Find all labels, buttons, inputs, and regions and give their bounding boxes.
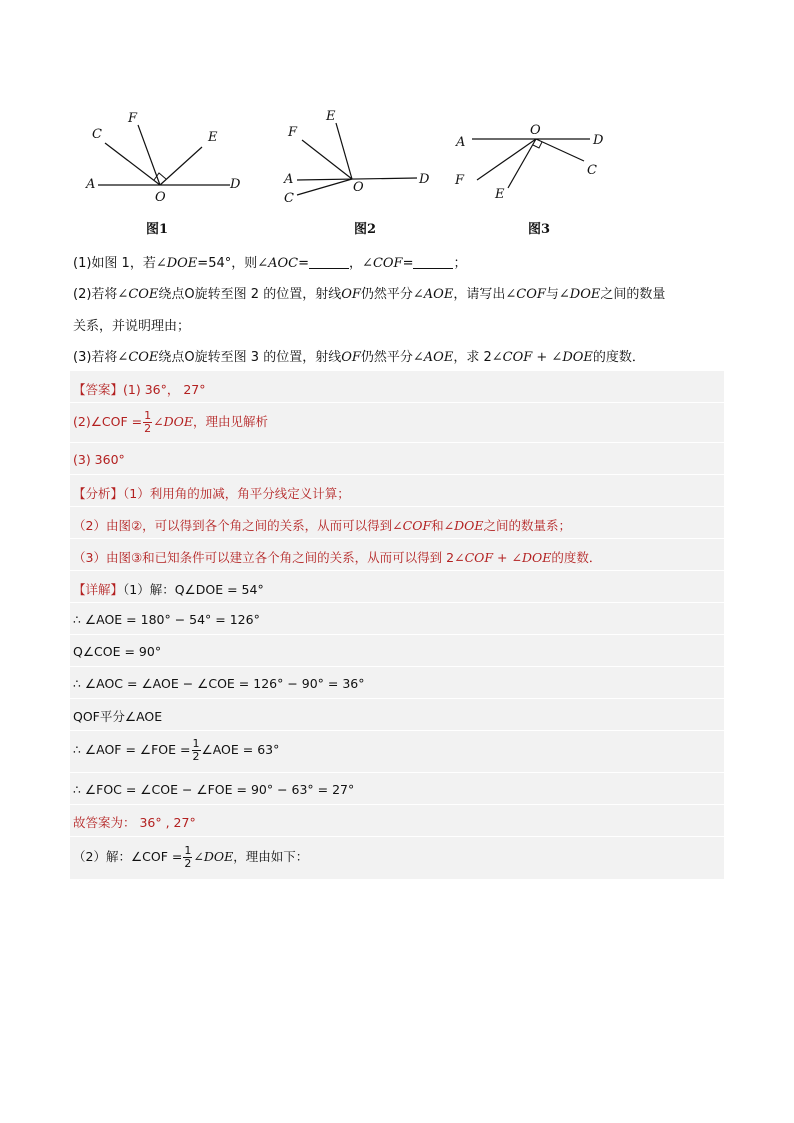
figure-3 xyxy=(452,120,612,205)
q1-math-cof: ∠COF xyxy=(362,256,403,271)
q2-text-a: (2)若将 xyxy=(73,287,118,302)
q2-text-d: ，请写出 xyxy=(453,287,506,302)
answer-2-post: ∠DOE xyxy=(153,414,193,429)
q1-text-c: = xyxy=(298,256,310,271)
analysis-line-3 xyxy=(73,548,601,566)
divider xyxy=(70,570,724,571)
divider xyxy=(70,698,724,699)
label-D: D xyxy=(593,133,604,148)
analysis-tag: 【分析】 xyxy=(73,486,124,501)
detail-line-7: ∴ ∠FOC = ∠COE − ∠FOE = 90° − 63° = 27° xyxy=(73,782,355,797)
divider xyxy=(70,474,724,475)
label-C: C xyxy=(284,191,294,206)
figure-1-caption: 图1 xyxy=(146,222,169,237)
figure-3-caption: 图3 xyxy=(528,222,551,237)
q1-text-d: ， xyxy=(349,256,363,271)
q3-text-a: (3)若将 xyxy=(73,350,118,365)
fraction-numerator: 1 xyxy=(184,844,192,857)
detail-line-2: ∴ ∠AOE = 180° − 54° = 126° xyxy=(73,612,260,627)
answer-line-1 xyxy=(73,380,205,398)
label-E: E xyxy=(208,130,218,145)
analysis-3-pre: （3）由图③和已知条件可以建立各个角之间的关系，从而可以得到 2 xyxy=(73,550,455,565)
fraction xyxy=(143,410,152,435)
divider xyxy=(70,836,724,837)
detail-6-pre: ∴ ∠AOF = ∠FOE = xyxy=(73,742,191,757)
label-E: E xyxy=(326,109,336,124)
q3-math-coe: ∠COE xyxy=(117,350,159,365)
detail-tag: 【详解】 xyxy=(73,582,124,597)
detail-line-1 xyxy=(73,580,264,598)
analysis-2-post: 之间的数量系； xyxy=(483,518,572,533)
detail-9-pre: （2）解：∠COF = xyxy=(73,849,183,864)
detail-line-6 xyxy=(73,738,279,763)
analysis-2-mid: 和 xyxy=(431,518,444,533)
divider xyxy=(70,538,724,539)
q2-math-doe: ∠DOE xyxy=(558,287,601,302)
figure-1 xyxy=(80,105,255,205)
q1-text-a: (1)如图 1，若 xyxy=(73,256,156,271)
analysis-line-1 xyxy=(73,484,350,502)
detail-line-9 xyxy=(73,845,308,870)
answer-line-2 xyxy=(73,410,268,435)
question-3 xyxy=(73,346,645,365)
analysis-line-2 xyxy=(73,516,571,534)
figure-1-diagram xyxy=(80,105,255,205)
answer-blank-1 xyxy=(309,256,349,269)
fraction xyxy=(192,738,201,763)
label-E: E xyxy=(495,187,505,202)
label-D: D xyxy=(419,172,430,187)
fraction-numerator: 1 xyxy=(192,737,200,750)
figure-2-caption: 图2 xyxy=(354,222,377,237)
detail-line-3: Q∠COE = 90° xyxy=(73,644,162,659)
answer-2-tail: ，理由见解析 xyxy=(193,414,269,429)
label-A: A xyxy=(86,177,96,192)
fraction xyxy=(183,845,192,870)
q2-text-e: 与 xyxy=(545,287,559,302)
q1-text-e: = xyxy=(402,256,414,271)
q1-math-doe: ∠DOE xyxy=(155,256,198,271)
q2-text-f: 之间的数量 xyxy=(600,287,666,302)
detail-6-post: ∠AOE = 63° xyxy=(201,742,280,757)
detail-line-4: ∴ ∠AOC = ∠AOE − ∠COE = 126° − 90° = 36° xyxy=(73,676,365,691)
answer-line-3: (3) 360° xyxy=(73,452,125,467)
analysis-2-math-2: ∠DOE xyxy=(443,518,484,533)
answer-tag: 【答案】 xyxy=(73,382,124,397)
q2-text-b: 绕点O旋转至图 2 的位置，射线 xyxy=(158,287,342,302)
divider xyxy=(70,634,724,635)
detail-line-8: 故答案为： 36° , 27° xyxy=(73,815,196,830)
q3-text-e: 的度数． xyxy=(592,350,645,365)
label-C: C xyxy=(92,127,102,142)
divider xyxy=(70,442,724,443)
q3-math-expr: ∠COF + ∠DOE xyxy=(491,350,593,365)
label-O: O xyxy=(353,180,364,195)
detail-9-tail: ，理由如下： xyxy=(233,849,309,864)
divider xyxy=(70,602,724,603)
label-O: O xyxy=(155,190,166,205)
fraction-denominator: 2 xyxy=(192,750,200,763)
divider xyxy=(70,772,724,773)
label-F: F xyxy=(455,173,465,188)
divider xyxy=(70,402,724,403)
label-C: C xyxy=(587,163,597,178)
q1-text-b: =54°，则 xyxy=(197,256,258,271)
divider xyxy=(70,506,724,507)
figure-3-diagram xyxy=(452,120,612,205)
q1-text-f: ； xyxy=(453,256,467,271)
q3-text-b: 绕点O旋转至图 3 的位置，射线 xyxy=(158,350,342,365)
analysis-2-pre: （2）由图②，可以得到各个角之间的关系，从而可以得到 xyxy=(73,518,393,533)
answer-2-pre: (2)∠COF = xyxy=(73,414,143,429)
q3-math-aoe: ∠AOE xyxy=(412,350,454,365)
analysis-3-math: ∠COF + ∠DOE xyxy=(454,550,552,565)
q2-math-coe: ∠COE xyxy=(117,287,159,302)
question-1 xyxy=(73,252,467,271)
q3-math-of: OF xyxy=(341,350,361,365)
label-F: F xyxy=(128,111,138,126)
analysis-2-math-1: ∠COF xyxy=(392,518,432,533)
q1-math-aoc: ∠AOC xyxy=(257,256,299,271)
detail-1: （1）解：Q∠DOE = 54° xyxy=(123,582,264,597)
label-F: F xyxy=(288,125,298,140)
analysis-1: （1）利用角的加减，角平分线定义计算； xyxy=(123,486,350,501)
question-2 xyxy=(73,283,665,302)
q2-math-cof: ∠COF xyxy=(505,287,546,302)
fraction-denominator: 2 xyxy=(184,857,192,870)
figure-2 xyxy=(282,105,442,205)
label-A: A xyxy=(456,135,466,150)
label-D: D xyxy=(230,177,241,192)
answer-blank-2 xyxy=(413,256,453,269)
divider xyxy=(70,666,724,667)
fraction-denominator: 2 xyxy=(144,422,152,435)
question-2-continued: 关系，并说明理由； xyxy=(73,319,191,334)
divider xyxy=(70,804,724,805)
answer-1: (1) 36°， 27° xyxy=(123,382,206,397)
analysis-3-post: 的度数． xyxy=(551,550,602,565)
detail-9-post: ∠DOE xyxy=(193,849,234,864)
label-A: A xyxy=(284,172,294,187)
label-O: O xyxy=(530,123,541,138)
q3-text-d: ，求 2 xyxy=(453,350,492,365)
q2-math-of: OF xyxy=(341,287,361,302)
figure-2-diagram xyxy=(282,105,442,205)
fraction-numerator: 1 xyxy=(144,409,152,422)
detail-line-5: QOF平分∠AOE xyxy=(73,709,163,724)
q2-math-aoe: ∠AOE xyxy=(412,287,454,302)
q3-text-c: 仍然平分 xyxy=(360,350,413,365)
q2-text-c: 仍然平分 xyxy=(360,287,413,302)
divider xyxy=(70,730,724,731)
